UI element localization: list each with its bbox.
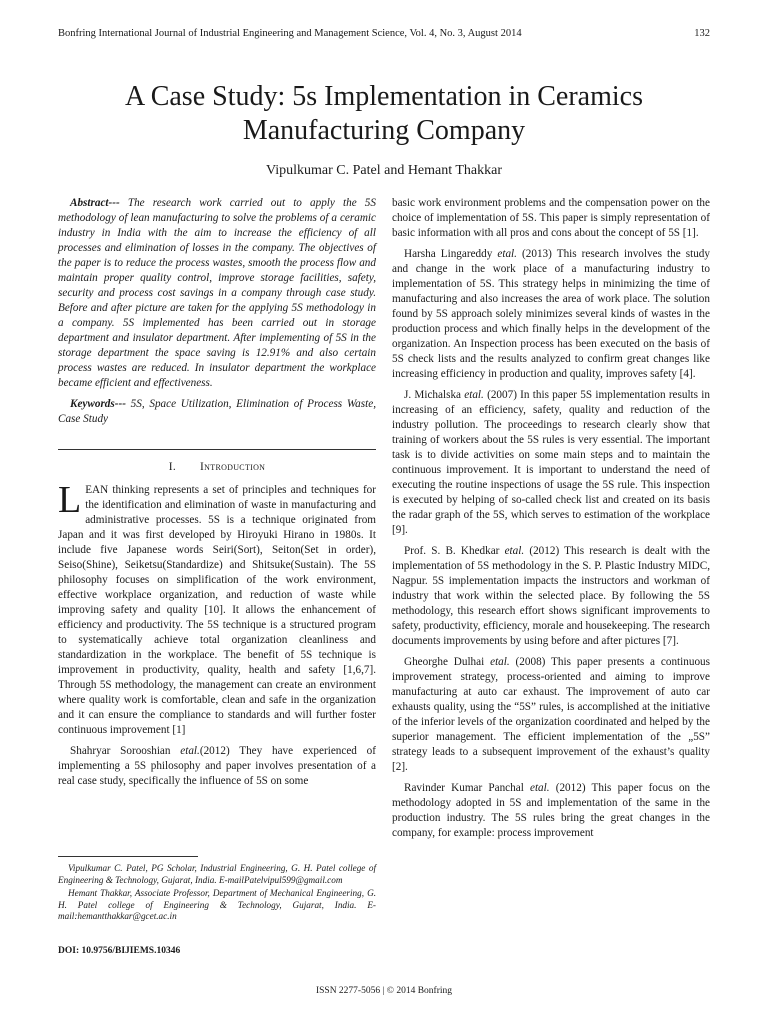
paragraph-text: (2013) This research involves the study and change in the work place of a manufacturing industry to implementation of 5S. This strategy helps in minimizing the time of manufacturing and also increases the area of work place. The solution found by 5S approach solely minimizes several kinds of wastes in the production process and which finally helps in the development of the organization. An Inspection process has been executed on the basis of 5S check lists and the results analyzed to confirm great changes like increasing efficiency in production and quality, improves safety [4].: [392, 248, 710, 380]
etal: etal.: [490, 656, 510, 668]
intro-paragraph-1-text: EAN thinking represents a set of principles and techniques for the identification and elimination of waste in manufacturing and administrative processes. 5S is a technique originated from Japan and it was first developed by Hiroyuki Hirano in 1980s. It include five Japanese words Seiri(Sort), Seiton(Set in order), Seiso(Shine), Seiketsu(Standardize) and Shitsuke(Sustain). The 5S philosophy focuses on simplification of the work environment, effective workplace organization, and reduction of waste while improving safety and quality [10]. It allows the enhancement of efficiency and productivity. The 5S technique is a structured program to systematically achieve total organization cleanliness and standardization in the workplace. The benefit of 5S technique is improvement in productivity, quality, health and safety [1,6,7]. Through 5S methodology, the management can create an environment where quality work is comfortable, clean and safe in the organization and it can ensure the compliance to standards and will further foster continuous improvement [1]: [58, 484, 376, 736]
citation-author: Prof. S. B. Khedkar: [404, 545, 505, 557]
etal: etal.: [464, 389, 484, 401]
title-line-2: Manufacturing Company: [242, 115, 526, 146]
section-divider: [58, 449, 376, 450]
right-paragraph-5: [392, 781, 710, 841]
footnote-rule: [58, 856, 198, 857]
footnote-2: Hemant Thakkar, Associate Professor, Department of Mechanical Engineering, G. H. Patel college of Engineering & Technology, Gujarat, India. E-mail:hemantthakkar@gcet.ac.in: [58, 888, 376, 921]
right-column: [392, 196, 710, 847]
running-header: [58, 28, 710, 39]
left-column: [58, 196, 376, 795]
paragraph-text: (2012) They have experienced of implementing a 5S philosophy and paper involves presentation of a real case study, specifically the influence of 5S on some: [58, 745, 376, 787]
right-paragraph-4: [392, 655, 710, 775]
etal: etal.: [529, 782, 550, 794]
citation-author: Ravinder Kumar Panchal: [404, 782, 530, 794]
journal-name: Bonfring International Journal of Industrial Engineering and Management Science, Vol. 4, No. 3, August 2014: [58, 28, 522, 39]
doi: DOI: 10.9756/BIJIEMS.10346: [58, 946, 181, 956]
abstract: [58, 196, 376, 391]
citation-author: Gheorghe Dulhai: [404, 656, 491, 668]
right-paragraph-3: [392, 544, 710, 649]
paragraph-text: (2008) This paper presents a continuous improvement strategy, process-oriented and aiming to improve manufacturing at auto car exhaust. The improvement of auto car exhausts quality, using the “5S” rules, is accomplished at the initiative of the inferior levels of the organization coordinated and helped by the superior management. The efficient implementation of the „5S” strategy leads to a subsequent improvement of the exhaust’s quality [2].: [392, 656, 710, 773]
citation-author: Shahryar Sorooshian: [70, 745, 181, 757]
paragraph-text: (2012) This research is dealt with the implementation of 5S methodology in the S. P. Plastic Industry MIDC, Nagpur. 5S implementation impacts the instructors and workman of industry that work within the selected place. By following the 5S methodology, this research effort shows significant improvements to safety, productivity, efficiency, morale and housekeeping. The research documents improvements by using before and after pictures [7].: [392, 545, 710, 647]
footnotes: [58, 856, 376, 925]
right-paragraph-0: basic work environment problems and the compensation power on the choice of implementation of 5S. This paper is simply representation of basic information with all pros and cons about the concept of 5S [1].: [392, 197, 710, 239]
etal: etal.: [504, 545, 525, 557]
keywords-lead: Keywords---: [70, 398, 126, 410]
paragraph-text: (2012) This paper focus on the methodology adopted in 5S and implementation of the same in the production industry. The 5S rules bring the great changes in the company, for example: process improvement: [392, 782, 710, 839]
section-number: I.: [168, 461, 177, 473]
footnote-1: Vipulkumar C. Patel, PG Scholar, Industrial Engineering, G. H. Patel college of Engineering & Technology, Gujarat, India. E-mailPatelvipul599@gmail.com: [58, 863, 376, 885]
section-name: Introduction: [200, 461, 266, 473]
authors: Vipulkumar C. Patel and Hemant Thakkar: [265, 163, 503, 178]
keywords-text: 5S, Space Utilization, Elimination of Process Waste, Case Study: [58, 398, 376, 425]
drop-cap: L: [58, 479, 82, 521]
page-number: 132: [694, 28, 710, 39]
right-paragraph-1: [392, 247, 710, 382]
etal: etal.: [497, 248, 517, 260]
intro-paragraph-1: [58, 479, 376, 738]
keywords: [58, 397, 376, 427]
intro-paragraph-2: [58, 744, 376, 789]
abstract-lead: Abstract---: [70, 197, 120, 209]
citation-author: Harsha Lingareddy: [404, 248, 498, 260]
citation-author: J. Michalska: [404, 389, 465, 401]
paper-title: [40, 80, 728, 148]
abstract-text: The research work carried out to apply the 5S methodology of lean manufacturing to solve the problems of a ceramic industry in India with the aim to increase the efficiency of all processes and elimination of losses in the company. The objectives of the paper is to reduce the process wastes, smooth the process flow and maintain proper quality control, improve storage facilities, safety, security and process cost savings in a company through case study. Before and after picture are taken for the applying 5S methodology in a company. 5S implemented has been carried out in storage department and insulator department. After implementing of 5S in the storage department the space saving is 12.91% and also certain process wastes are reduced. In insulator department the workplace became efficient and effectiveness.: [58, 197, 376, 389]
title-line-1: A Case Study: 5s Implementation in Ceramics: [125, 81, 643, 112]
etal: etal.: [180, 745, 200, 757]
right-paragraph-2: [392, 388, 710, 538]
paragraph-text: (2007) In this paper 5S implementation results in increasing of an efficiency, safety, quality and reduction of the industry pollution. The proceedings to research clearly show that training of workers about the 5S rules is very essential. The important task is to divide activities on some main steps and to maintain the continuous improvement. It is important to understand the need of executing the routine inspections of usage the 5S rule. This inspection is executed by helping of so-called check list and created on its basis the radar graph of the 5S, which serves to estimation of the workplace [9].: [392, 389, 710, 536]
section-heading: [58, 460, 376, 475]
page-footer: ISSN 2277-5056 | © 2014 Bonfring: [315, 986, 453, 996]
